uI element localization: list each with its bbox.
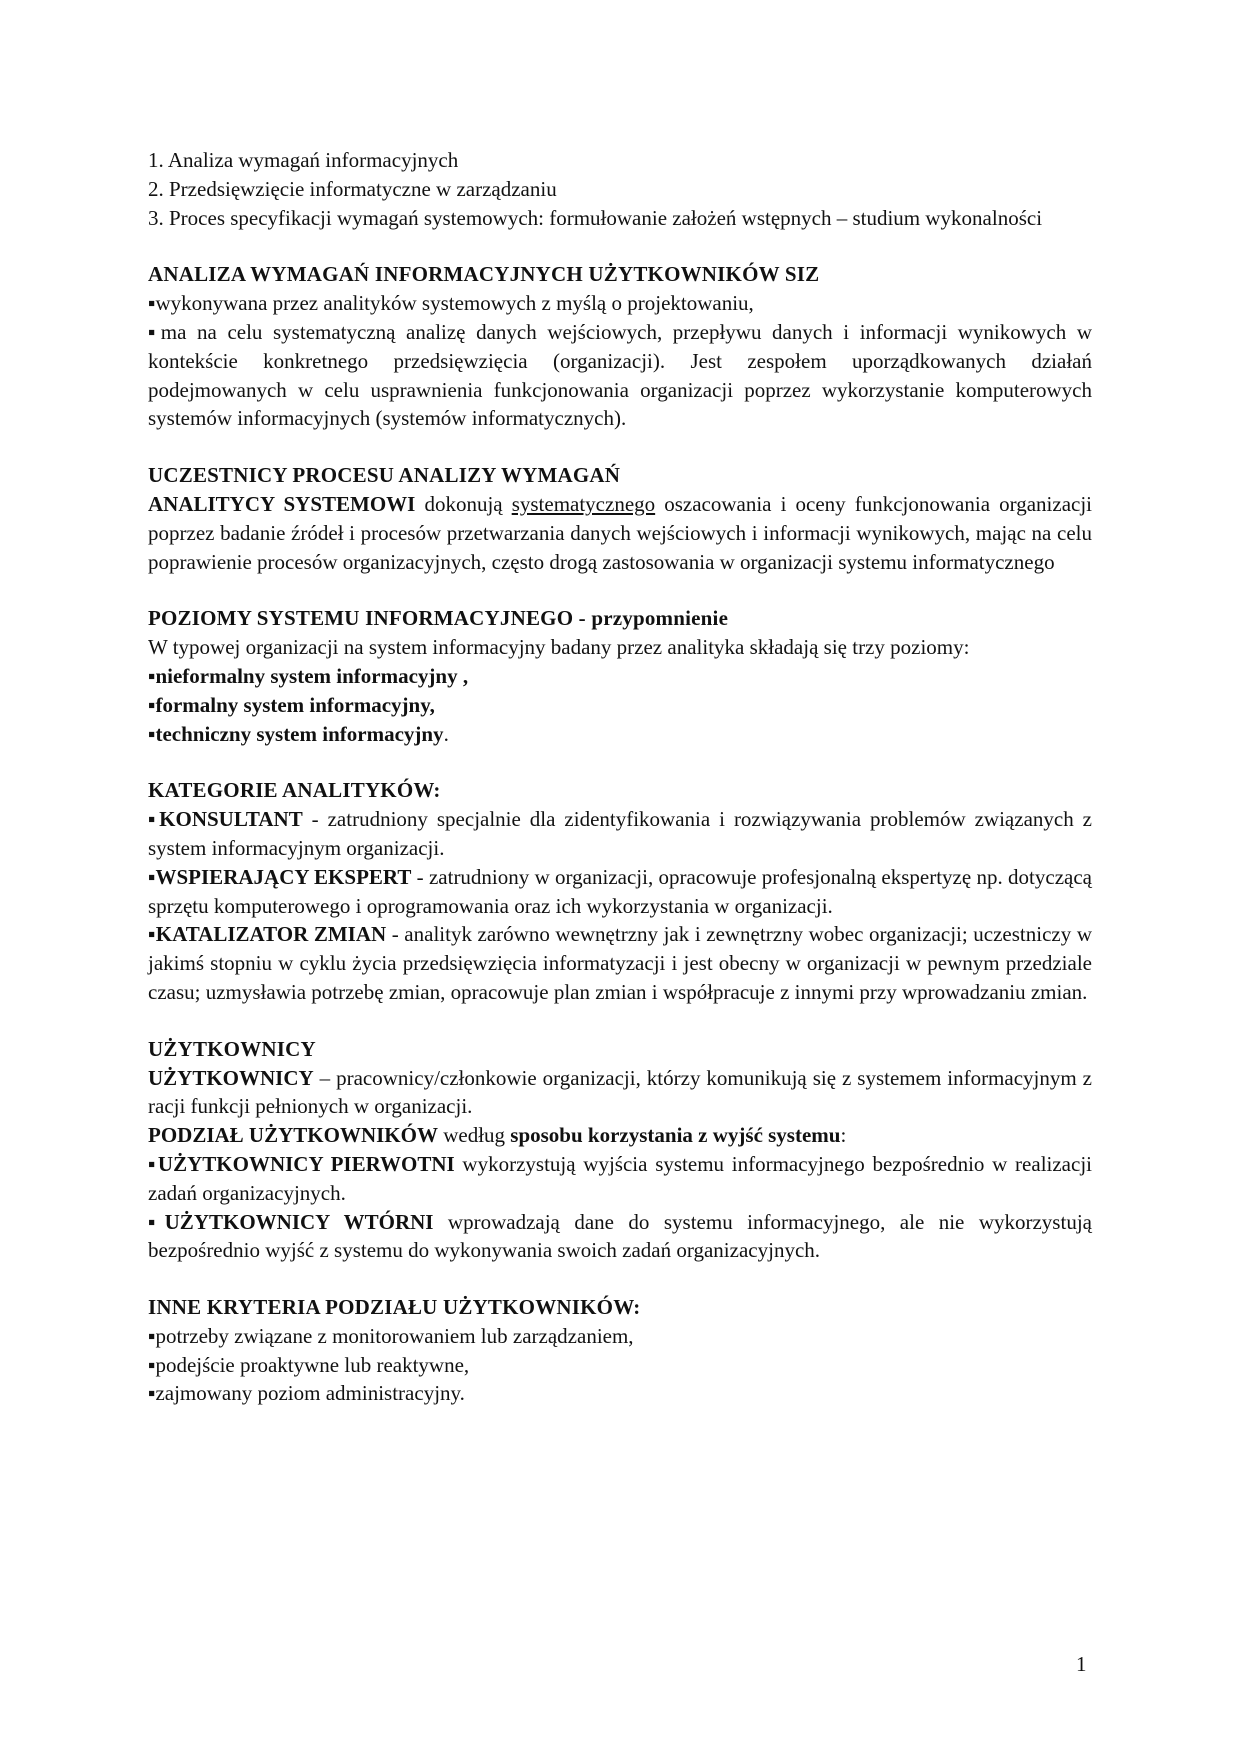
term: ▪techniczny system informacyjny xyxy=(148,721,444,746)
term: sposobu korzystania z wyjść systemu xyxy=(510,1123,841,1148)
section-heading: ANALIZA WYMAGAŃ INFORMACYJNYCH UŻYTKOWNIKÓW SIZ xyxy=(148,262,820,287)
text: oszacowania i oceny funkcjonowania organizacji poprzez badanie źródeł i procesów przetwarzania danych wejściowych i informacji wynikowych, mając na celu poprawienie procesów organizacyjnych, często drogą zastosowania w organizacji systemu informatycznego xyxy=(148,491,1093,574)
section-heading xyxy=(148,604,1092,633)
term: ▪UŻYTKOWNICY PIERWOTNI xyxy=(148,1151,455,1176)
bullet-item: ▪nieformalny system informacyjny , xyxy=(148,663,469,688)
bullet-item: ▪podejście proaktywne lub reaktywne, xyxy=(148,1352,470,1377)
text: : xyxy=(840,1123,847,1148)
bullet-item: ▪potrzeby związane z monitorowaniem lub zarządzaniem, xyxy=(148,1323,634,1348)
intro-item: 1. Analiza wymagań informacyjnych xyxy=(148,148,459,172)
paragraph xyxy=(148,1064,1092,1122)
text: dokonują xyxy=(415,491,512,516)
bullet-item: ▪wykonywana przez analityków systemowych z myślą o projektowaniu, xyxy=(148,291,754,316)
document-page xyxy=(148,146,1092,1408)
text: – pracownicy/członkowie organizacji, którzy komunikują się z systemem informacyjnym z racji funkcji pełnionych w organizacji. xyxy=(148,1065,1092,1119)
paragraph xyxy=(148,490,1092,576)
section-poziomy xyxy=(148,604,1092,748)
underlined-word: systematycznego xyxy=(511,491,656,516)
term: PODZIAŁ UŻYTKOWNIKÓW xyxy=(148,1123,438,1148)
bullet-item xyxy=(148,1150,1092,1208)
bullet-item xyxy=(148,1208,1092,1266)
section-heading: INNE KRYTERIA PODZIAŁU UŻYTKOWNIKÓW: xyxy=(148,1295,641,1320)
section-heading: UCZESTNICY PROCESU ANALIZY WYMAGAŃ xyxy=(148,463,621,488)
bullet-item: ▪ma na celu systematyczną analizę danych wejściowych, przepływu danych i informacji wynikowych w kontekście konkretnego przedsięwzięcia (organizacji). Jest zespołem uporządkowanych działań podejmowanych w celu usprawnienia funkcjonowania organizacji poprzez wykorzystanie komputerowych systemów informacyjnych (systemów informatycznych). xyxy=(148,319,1092,431)
section-uzytkownicy xyxy=(148,1035,1092,1265)
section-heading: UŻYTKOWNICY xyxy=(148,1036,316,1061)
text: . xyxy=(443,721,449,746)
text: wprowadzają dane do systemu informacyjnego, ale nie wykorzystują bezpośrednio wyjść z systemu do wykonywania swoich zadań organizacyjnych. xyxy=(148,1209,1092,1263)
term: ▪KATALIZATOR ZMIAN xyxy=(148,922,387,947)
text: wykorzystują wyjścia systemu informacyjnego bezpośrednio w realizacji zadań organizacyjnych. xyxy=(148,1151,1092,1205)
heading-text: POZIOMY SYSTEMU INFORMACYJNEGO xyxy=(148,606,574,631)
term: ▪WSPIERAJĄCY EKSPERT xyxy=(148,864,412,889)
term: ANALITYCY SYSTEMOWI xyxy=(148,491,416,516)
section-uczestnicy xyxy=(148,461,1092,576)
bullet-item xyxy=(148,805,1092,863)
bullet-item xyxy=(148,863,1092,921)
bullet-item xyxy=(148,920,1092,1006)
heading-sep: - xyxy=(573,606,592,631)
bullet-item: ▪zajmowany poziom administracyjny. xyxy=(148,1381,465,1406)
heading-note: przypomnienie xyxy=(591,606,729,631)
section-kategorie xyxy=(148,776,1092,1006)
text: - zatrudniony w organizacji, opracowuje profesjonalną ekspertyzę np. dotyczącą sprzętu komputerowego i oprogramowania oraz ich wykorzystania w organizacji. xyxy=(148,864,1092,918)
page-number: 1 xyxy=(1076,1652,1087,1676)
bullet-item: ▪formalny system informacyjny, xyxy=(148,692,435,717)
bullet-item xyxy=(148,720,1092,749)
text: - analityk zarówno wewnętrzny jak i zewnętrzny wobec organizacji; uczestniczy w jakimś stopniu w cyklu życia przedsięwzięcia informatyzacji i jest obecny w organizacji w pewnym przedziale czasu; uzmysławia potrzebę zmian, opracowuje plan zmian i współpracuje z innymi przy wprowadzaniu zmian. xyxy=(148,922,1092,1004)
term: ▪KONSULTANT xyxy=(148,807,303,832)
section-inne xyxy=(148,1293,1092,1408)
term: UŻYTKOWNICY xyxy=(148,1065,314,1090)
intro-list xyxy=(148,146,1092,232)
intro-item: 3. Proces specyfikacji wymagań systemowych: formułowanie założeń wstępnych – studium wykonalności xyxy=(148,205,1043,230)
text: - zatrudniony specjalnie dla zidentyfikowania i rozwiązywania problemów związanych z system informacyjnym organizacji. xyxy=(148,807,1092,860)
text: według xyxy=(437,1123,511,1148)
paragraph: W typowej organizacji na system informacyjny badany przez analityka składają się trzy poziomy: xyxy=(148,635,970,660)
paragraph xyxy=(148,1121,1092,1150)
term: ▪UŻYTKOWNICY WTÓRNI xyxy=(148,1209,434,1234)
section-analiza xyxy=(148,260,1092,433)
section-heading: KATEGORIE ANALITYKÓW: xyxy=(148,778,441,803)
intro-item: 2. Przedsięwzięcie informatyczne w zarządzaniu xyxy=(148,176,557,201)
